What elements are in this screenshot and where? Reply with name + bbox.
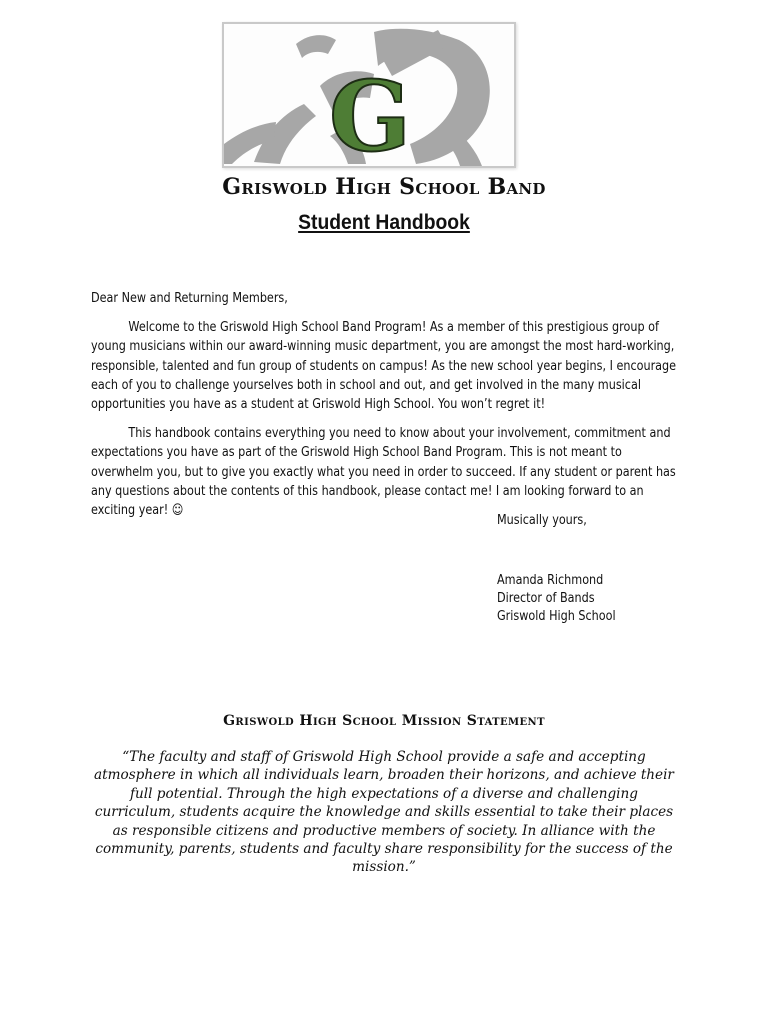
signature-school: Griswold High School <box>497 609 616 624</box>
letter-closing-block <box>497 512 637 626</box>
document-title: Student Handbook <box>298 211 470 234</box>
band-title: Griswold High School Band <box>222 174 546 200</box>
letter-body <box>91 289 677 530</box>
mission-statement: “The faculty and staff of Griswold High School provide a safe and accepting atmosphere in which all individuals learn, broaden their horizons, and achieve their full potential. Through the high expectations of a diverse and challenging curriculum, students acquire the knowledge and skills essential to take their places as responsible citizens and productive members of society. In alliance with the community, parents, students and faculty share responsibility for the success of the mission.” <box>94 749 674 876</box>
signature-name: Amanda Richmond <box>497 573 604 588</box>
letter-salutation: Dear New and Returning Members, <box>91 291 288 306</box>
letter-closing: Musically yours, <box>497 513 587 528</box>
letter-closing-body <box>497 512 616 626</box>
mission-heading: Griswold High School Mission Statement <box>223 713 545 729</box>
band-logo <box>222 22 516 168</box>
band-logo-graphic <box>224 24 514 166</box>
logo-letter-g: G <box>329 60 411 166</box>
letter-paragraph-welcome: Welcome to the Griswold High School Band Program! As a member of this prestigious group of young musicians within our award-winning music department, you are amongst the most hard-working, responsible, talented and fun group of students on campus! As the new school year begins, I encourage each of you to challenge yourselves both in school and out, and get involved in the many musical opportunities you have as a student at Griswold High School. You won’t regret it! <box>91 320 677 413</box>
letter-paragraph-handbook: This handbook contains everything you need to know about your involvement, commitment and expectations you have as part of the Griswold High School Band Program. This is not meant to overwhelm you, but to give you exactly what you need in order to succeed. If any student or parent has any questions about the contents of this handbook, please contact me! I am looking forward to an exciting year! ☺ <box>91 426 676 519</box>
welcome-letter <box>91 289 677 530</box>
signature-title: Director of Bands <box>497 591 595 606</box>
